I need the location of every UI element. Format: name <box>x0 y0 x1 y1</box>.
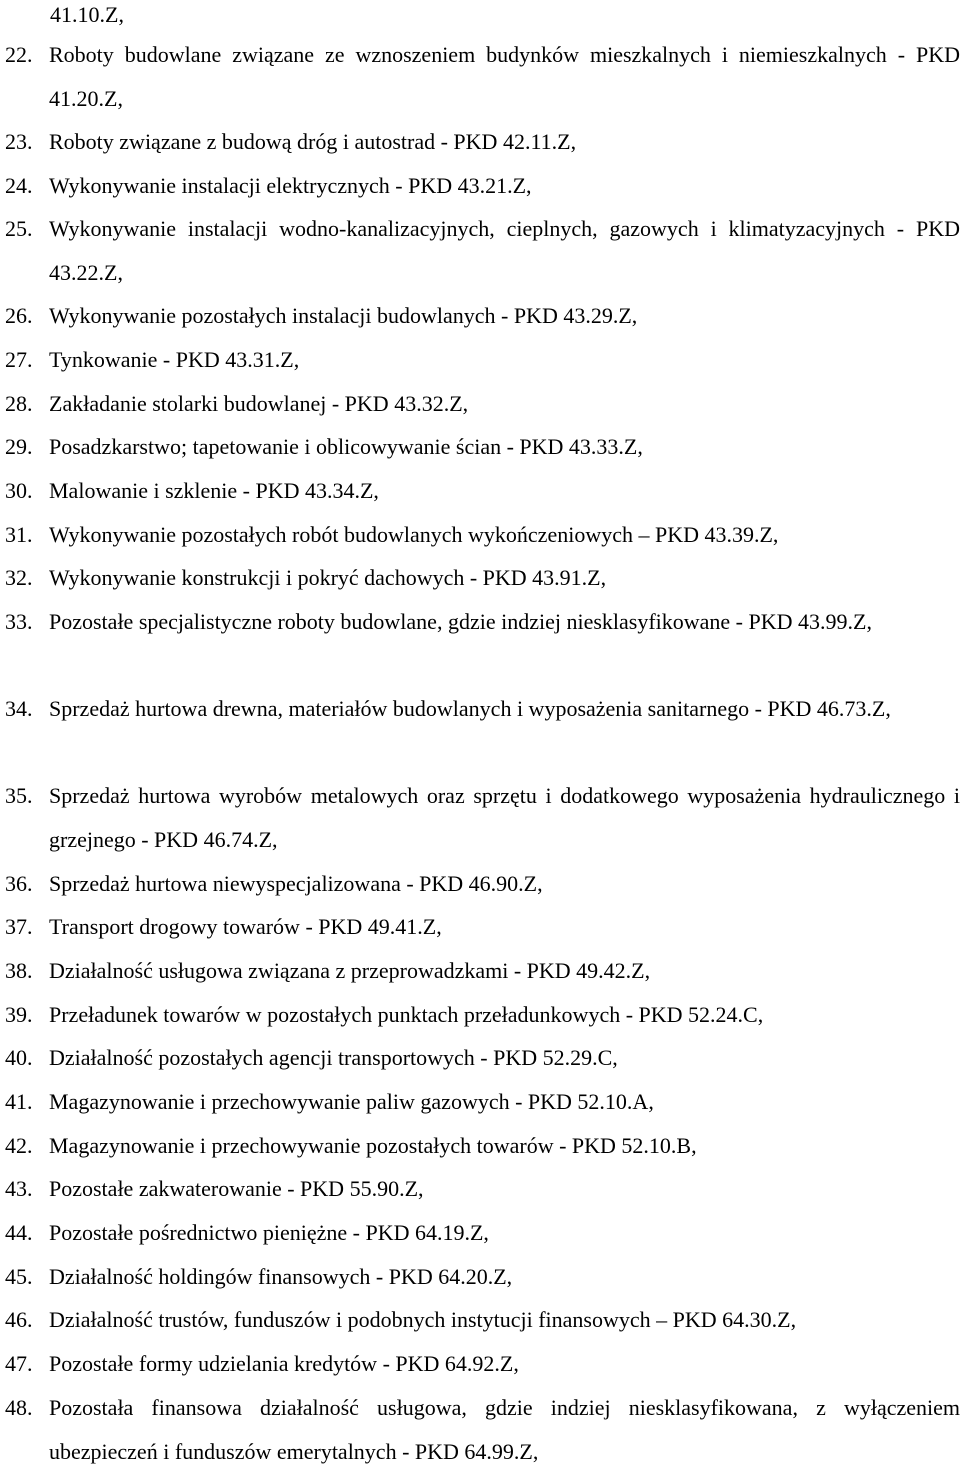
item-text: Tynkowanie - PKD 43.31.Z, <box>49 347 300 373</box>
item-number: 24. <box>5 173 33 198</box>
item-number: 40. <box>5 1045 33 1070</box>
item-number: 42. <box>5 1133 33 1158</box>
item-number: 26. <box>5 303 33 328</box>
item-text: Pozostałe zakwaterowanie - PKD 55.90.Z, <box>49 1176 424 1202</box>
item-text: Przeładunek towarów w pozostałych punktach przeładunkowych - PKD 52.24.C, <box>49 1002 764 1028</box>
continuation-text: 41.10.Z, <box>50 2 124 27</box>
item-text: Wykonywanie konstrukcji i pokryć dachowych - PKD 43.91.Z, <box>49 565 607 591</box>
item-text: Roboty budowlane związane ze wznoszeniem budynków mieszkalnych i niemieszkalnych - PKD 41.20.Z, <box>49 42 960 111</box>
item-text: Posadzkarstwo; tapetowanie i oblicowywanie ścian - PKD 43.33.Z, <box>49 434 643 460</box>
item-text: Magazynowanie i przechowywanie paliw gazowych - PKD 52.10.A, <box>49 1089 654 1115</box>
item-text: Wykonywanie pozostałych instalacji budowlanych - PKD 43.29.Z, <box>49 303 638 329</box>
item-number: 38. <box>5 958 33 983</box>
item-number: 32. <box>5 565 33 590</box>
item-number: 48. <box>5 1395 33 1420</box>
item-number: 23. <box>5 129 33 154</box>
item-text: Transport drogowy towarów - PKD 49.41.Z, <box>49 914 442 940</box>
item-number: 27. <box>5 347 33 372</box>
item-text: Zakładanie stolarki budowlanej - PKD 43.32.Z, <box>49 391 469 417</box>
item-number: 30. <box>5 478 33 503</box>
item-text: Magazynowanie i przechowywanie pozostałych towarów - PKD 52.10.B, <box>49 1133 697 1159</box>
item-text: Działalność trustów, funduszów i podobnych instytucji finansowych – PKD 64.30.Z, <box>49 1307 797 1333</box>
item-text: Roboty związane z budową dróg i autostrad - PKD 42.11.Z, <box>49 129 577 155</box>
item-text: Pozostałe formy udzielania kredytów - PKD 64.92.Z, <box>49 1351 519 1377</box>
item-number: 25. <box>5 216 33 241</box>
item-number: 22. <box>5 42 33 67</box>
item-text: Pozostała finansowa działalność usługowa, gdzie indziej niesklasyfikowana, z wyłączeniem ubezpieczeń i funduszów emerytalnych - PKD 64.99.Z, <box>49 1395 960 1464</box>
item-number: 46. <box>5 1307 33 1332</box>
item-number: 43. <box>5 1176 33 1201</box>
item-text: Wykonywanie instalacji wodno-kanalizacyjnych, cieplnych, gazowych i klimatyzacyjnych - PKD 43.22.Z, <box>49 216 960 285</box>
item-text: Pozostałe specjalistyczne roboty budowlane, gdzie indziej niesklasyfikowane - PKD 43.99.Z, <box>49 609 872 635</box>
item-text: Działalność usługowa związana z przeprowadzkami - PKD 49.42.Z, <box>49 958 651 984</box>
item-number: 47. <box>5 1351 33 1376</box>
item-text: Działalność holdingów finansowych - PKD 64.20.Z, <box>49 1264 513 1290</box>
item-number: 29. <box>5 434 33 459</box>
item-text: Działalność pozostałych agencji transportowych - PKD 52.29.C, <box>49 1045 618 1071</box>
item-number: 41. <box>5 1089 33 1114</box>
item-number: 35. <box>5 783 33 808</box>
item-number: 45. <box>5 1264 33 1289</box>
item-text: Wykonywanie instalacji elektrycznych - PKD 43.21.Z, <box>49 173 532 199</box>
item-text: Wykonywanie pozostałych robót budowlanych wykończeniowych – PKD 43.39.Z, <box>49 522 779 548</box>
item-number: 37. <box>5 914 33 939</box>
item-number: 36. <box>5 871 33 896</box>
item-text: Malowanie i szklenie - PKD 43.34.Z, <box>49 478 379 504</box>
item-text: Pozostałe pośrednictwo pieniężne - PKD 64.19.Z, <box>49 1220 489 1246</box>
item-text: Sprzedaż hurtowa drewna, materiałów budowlanych i wyposażenia sanitarnego - PKD 46.73.Z, <box>49 696 891 722</box>
item-number: 31. <box>5 522 33 547</box>
item-text: Sprzedaż hurtowa niewyspecjalizowana - PKD 46.90.Z, <box>49 871 543 897</box>
item-number: 28. <box>5 391 33 416</box>
item-number: 34. <box>5 696 33 721</box>
item-number: 39. <box>5 1002 33 1027</box>
item-number: 33. <box>5 609 33 634</box>
item-number: 44. <box>5 1220 33 1245</box>
item-text: Sprzedaż hurtowa wyrobów metalowych oraz sprzętu i dodatkowego wyposażenia hydraulicznego i grzejnego - PKD 46.74.Z, <box>49 783 960 852</box>
